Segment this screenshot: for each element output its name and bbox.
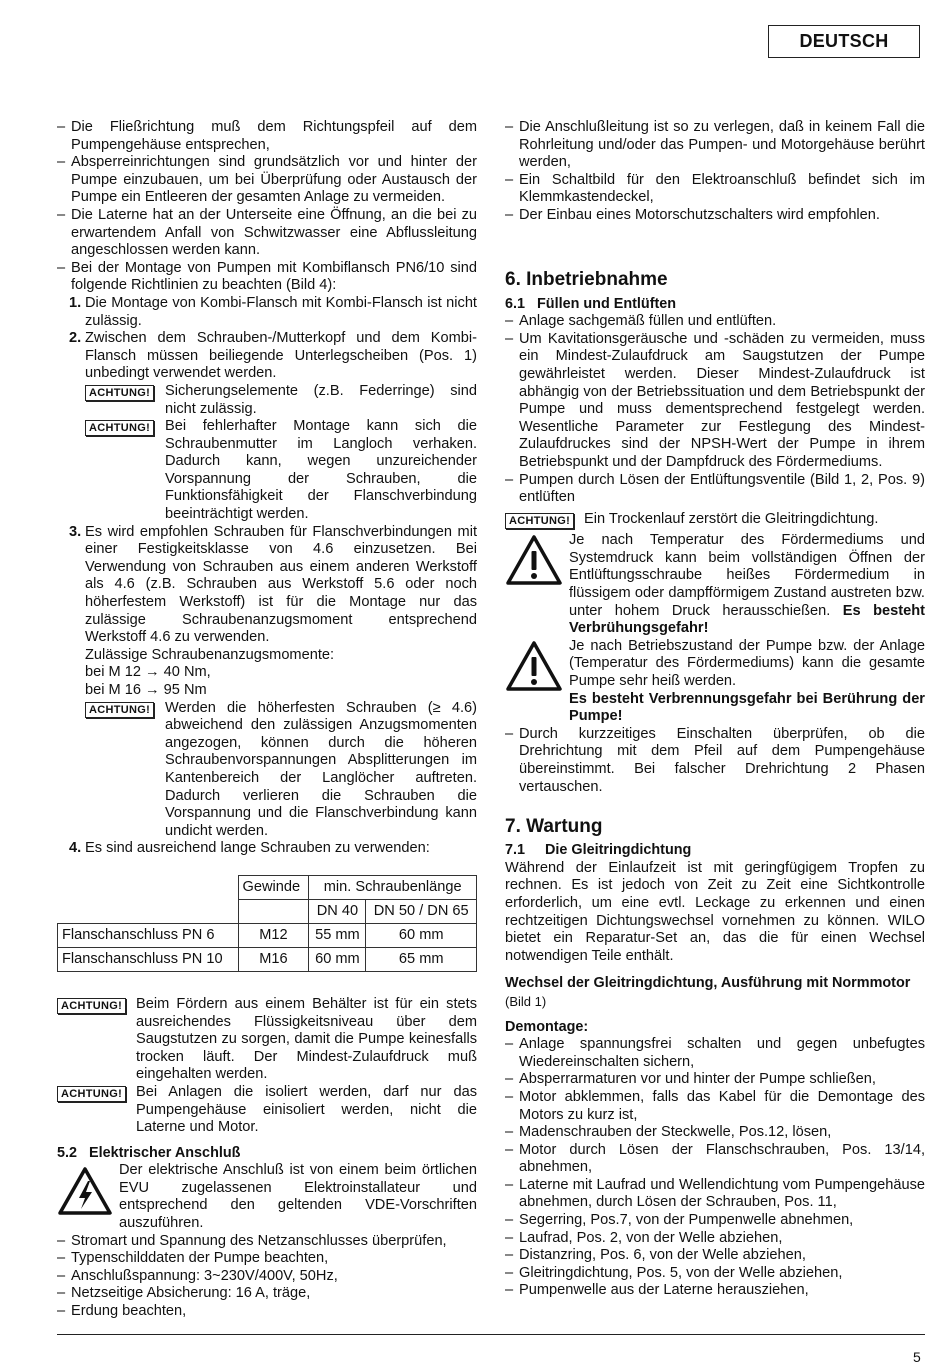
- table-cell: Flanschanschluss PN 6: [58, 923, 239, 947]
- table-cell: 65 mm: [366, 947, 477, 971]
- list-item: – Segerring, Pos.7, von der Pumpenwelle abnehmen,: [505, 1212, 925, 1230]
- list-item: – Absperrarmaturen vor und hinter der Pumpe schließen,: [505, 1071, 925, 1089]
- table-cell: 60 mm: [309, 947, 366, 971]
- list-item: – Ein Schaltbild für den Elektroanschluß befindet sich im Klemmkastendeckel,: [505, 172, 925, 207]
- list-item: – Laufrad, Pos. 2, von der Welle abziehen,: [505, 1230, 925, 1248]
- warning-text: Beim Fördern aus einem Behälter ist für ein stets ausreichendes Flüssigkeitsniveau über dem Saugstutzen zu sorgen, damit die Pumpe keinesfalls trocken läuft. Der Mindest-Zulaufdruck muß eingehalten werden.: [136, 995, 477, 1083]
- change-heading: Wechsel der Gleitringdichtung, Ausführung mit Normmotor: [505, 975, 911, 992]
- list-item: – Pumpen durch Lösen der Entlüftungsventile (Bild 1, 2, Pos. 9) entlüften: [505, 472, 925, 507]
- table-cell: M12: [238, 923, 309, 947]
- page-number: 5: [913, 1349, 921, 1365]
- list-item: – Distanzring, Pos. 6, von der Welle abziehen,: [505, 1247, 925, 1265]
- electrical-text: Der elektrische Anschluß ist von einem beim örtlichen EVU zugelassenen Elektroinstallateur und entsprechend den geltenden VDE-Vorschriften auszuführen.: [119, 1162, 477, 1232]
- achtung-badge: ACHTUNG!: [57, 1086, 126, 1102]
- warning-triangle-icon: [505, 640, 563, 692]
- list-item: – Stromart und Spannung des Netzanschlusses überprüfen,: [57, 1233, 477, 1251]
- section-heading: 6. Inbetriebnahme: [505, 268, 668, 290]
- list-item: – Motor abklemmen, falls das Kabel für die Demontage des Motors zu kurz ist,: [505, 1089, 925, 1124]
- achtung-badge: ACHTUNG!: [505, 513, 574, 529]
- list-item: – Typenschilddaten der Pumpe beachten,: [57, 1250, 477, 1268]
- list-item: – Netzseitige Absicherung: 16 A, träge,: [57, 1285, 477, 1303]
- table-cell: Flanschanschluss PN 10: [58, 947, 239, 971]
- table-header: DN 50 / DN 65: [366, 899, 477, 923]
- section-heading: [57, 1145, 477, 1163]
- torque-m12: bei M 12 → 40 Nm,: [85, 664, 211, 681]
- subsection-heading: [505, 296, 925, 314]
- table-row: [58, 899, 477, 923]
- language-label: DEUTSCH: [768, 25, 920, 58]
- list-item: – Um Kavitationsgeräusche und -schäden zu vermeiden, muss ein Mindest-Zulaufdruck am Saugstutzen der Pumpe gewährleistet werden. Dieser Mindest-Zulaufdruck ist abhängig von der Betriebssituation und dem Betriebspunkt der Pumpe und muss dementsprechend festgelegt werden. Wesentliche Parameter zur Festlegung des Mindest-Zulaufdruckes sind der NPSH-Wert der Pumpe in ihrem Betriebspunkt und der Dampfdruck des Fördermediums.: [505, 331, 925, 472]
- section-title: Elektrischer Anschluß: [89, 1144, 241, 1161]
- list-item: – Die Anschlußleitung ist so zu verlegen, daß in keinem Fall die Rohrleitung und/oder das Pumpen- und Motorgehäuse berührt werden,: [505, 119, 925, 172]
- table-row: [58, 923, 477, 947]
- footer-rule: [57, 1334, 925, 1335]
- electrical-warning: [57, 1162, 477, 1232]
- table-row: [58, 947, 477, 971]
- warning-note: [85, 383, 477, 418]
- section-title: Füllen und Entlüften: [537, 295, 677, 312]
- burn-hazard: [505, 638, 925, 726]
- list-item: – Madenschrauben der Steckwelle, Pos.12, lösen,: [505, 1124, 925, 1142]
- warning-note: [505, 511, 925, 529]
- item-text: Die Montage von Kombi-Flansch mit Kombi-Flansch ist nicht zulässig.: [85, 294, 477, 329]
- hazard-emphasis: Es besteht Verbrennungsgefahr bei Berührung der Pumpe!: [569, 690, 925, 725]
- list-item: – Laterne mit Laufrad und Wellendichtung vom Pumpengehäuse abnehmen, durch Lösen der Schrauben, Pos. 11,: [505, 1177, 925, 1212]
- numbered-item: 2. Zwischen dem Schrauben-/Mutterkopf und dem Kombi-Flansch müssen beiliegende Unterlegscheiben (Pos. 1) unbedingt verwendet werden.: [69, 330, 477, 382]
- demontage-heading: Demontage:: [505, 1018, 589, 1035]
- numbered-item: 4. Es sind ausreichend lange Schrauben zu verwenden:: [69, 840, 430, 857]
- warning-note: [57, 996, 477, 1084]
- section-heading: 7. Wartung: [505, 816, 603, 838]
- achtung-badge: ACHTUNG!: [85, 702, 154, 718]
- hazard-text: [569, 532, 925, 638]
- warning-text: Sicherungselemente (z.B. Federringe) sind nicht zulässig.: [165, 382, 477, 417]
- warning-note: [85, 700, 477, 841]
- list-item: – Motor durch Lösen der Flanschschrauben, Pos. 13/14, abnehmen,: [505, 1142, 925, 1177]
- achtung-badge: ACHTUNG!: [85, 385, 154, 401]
- list-item: – Anschlußspannung: 3~230V/400V, 50Hz,: [57, 1268, 477, 1286]
- table-header: min. Schraubenlänge: [309, 875, 477, 899]
- seal-text: Während der Einlaufzeit ist mit geringfügigem Tropfen zu rechnen. Es ist jedoch von Zeit zu Zeit eine Sichtkontrolle erforderlich, um eine evtl. Leckage zu erkennen und einen rechtzeitigen Dichtungswechsel vornehmen zu können. WILO bietet ein Reparatur-Set an, das die für einen Wechsel notwendigen Teile enthält.: [505, 859, 925, 964]
- achtung-badge: ACHTUNG!: [57, 998, 126, 1014]
- list-item: – Die Laterne hat an der Unterseite eine Öffnung, an die bei zu erwartendem Anfall von Schwitzwasser eine Abflussleitung angeschlossen werden kann.: [57, 207, 477, 260]
- list-item: – Anlage spannungsfrei schalten und gegen unbefugtes Wiedereinschalten sichern,: [505, 1036, 925, 1071]
- numbered-item: 1. Die Montage von Kombi-Flansch mit Kombi-Flansch ist nicht zulässig.: [69, 294, 477, 329]
- table-row: [58, 875, 477, 899]
- hazard-text: Je nach Betriebszustand der Pumpe bzw. der Anlage (Temperatur des Fördermediums) kann die gesamte Pumpe sehr heiß werden.: [569, 637, 925, 690]
- hazard-description: Je nach Temperatur des Fördermediums und Systemdruck kann beim vollständigen Öffnen der Entlüftungsschraube heißes Fördermedium in flüssigem oder dampfförmigem Zustand austreten bzw. unter hohem Druck herausschießen.: [569, 532, 925, 619]
- figure-reference: (Bild 1): [505, 993, 547, 1009]
- list-item: – Der Einbau eines Motorschutzschalters wird empfohlen.: [505, 207, 925, 225]
- section-title: Die Gleitringdichtung: [545, 842, 692, 859]
- section-number: 6.1: [505, 295, 526, 312]
- electric-hazard-icon: [57, 1166, 113, 1216]
- list-item: – Gleitringdichtung, Pos. 5, von der Welle abziehen,: [505, 1265, 925, 1283]
- table-header: Gewinde: [238, 875, 309, 899]
- subsection-heading: [505, 842, 925, 860]
- torque-m16: bei M 16 → 95 Nm: [85, 682, 207, 698]
- warning-text: Ein Trockenlauf zerstört die Gleitringdichtung.: [584, 510, 879, 527]
- warning-text: Bei fehlerhafter Montage kann sich die Schraubenmutter im Langloch verhaken. Dadurch kann, wegen unzureichender Vorspannung der Schrauben, die Funktionsfähigkeit der Flanschverbindung beeinträchtigt werden.: [165, 418, 477, 523]
- table-cell: 60 mm: [366, 923, 477, 947]
- table-cell: 55 mm: [309, 923, 366, 947]
- table-header: DN 40: [309, 899, 366, 923]
- achtung-badge: ACHTUNG!: [85, 420, 154, 436]
- item-text: Es wird empfohlen Schrauben für Flanschverbindungen mit einer Festigkeitsklasse von 4.6 einzusetzen. Bei Verwendung von Schrauben aus einem anderen Werkstoff als 4.6 (z.B. Schrauben aus Werkstoff 5.6 oder noch höherfestem Werkstoff) ist für die Montage nur das zulässige Schraubenanzugsmoment entsprechend Werkstoff 4.6 zu verwenden.: [85, 523, 477, 646]
- list-item: – Erdung beachten,: [57, 1303, 477, 1321]
- list-item: – Pumpenwelle aus der Laterne herausziehen,: [505, 1282, 925, 1300]
- list-item: – Die Fließrichtung muß dem Richtungspfeil auf dem Pumpengehäuse entsprechen,: [57, 119, 477, 154]
- list-item: – Bei der Montage von Pumpen mit Kombiflansch PN6/10 sind folgende Richtlinien zu beachten (Bild 4):: [57, 260, 477, 295]
- screw-length-table: [57, 875, 477, 972]
- list-item: – Absperreinrichtungen sind grundsätzlich vor und hinter der Pumpe einzubauen, um bei Überprüfung oder Austausch der Pumpe ein Entleeren der gesamten Anlage zu vermeiden.: [57, 154, 477, 207]
- item-text: Zwischen dem Schrauben-/Mutterkopf und dem Kombi-Flansch müssen beiliegende Unterlegscheiben (Pos. 1) unbedingt verwendet werden.: [85, 330, 477, 382]
- list-item: – Anlage sachgemäß füllen und entlüften.: [505, 313, 925, 331]
- torque-title: Zulässige Schraubenanzugsmomente:: [85, 646, 335, 663]
- table-cell: M16: [238, 947, 309, 971]
- numbered-item: 3. Es wird empfohlen Schrauben für Flanschverbindungen mit einer Festigkeitsklasse von 4.6 einzusetzen. Bei Verwendung von Schrauben aus einem anderen Werkstoff als 4.6 (z.B. Schrauben aus Werkstoff 5.6 oder noch höherfestem Werkstoff) ist für die Montage nur das zulässige Schraubenanzugsmoment entsprechend Werkstoff 4.6 zu verwenden.: [69, 523, 477, 646]
- warning-text: Werden die höherfesten Schrauben (≥ 4.6) abweichend den zulässigen Anzugsmomenten angezogen, können durch die höheren Schraubenvorspannungen Absplitterungen im Kantenbereich der Langlöcher auftreten. Dadurch verlieren die Schrauben die Vorspannung und die Flanschverbindung kann undicht werden.: [165, 699, 477, 839]
- warning-text: Bei Anlagen die isoliert werden, darf nur das Pumpengehäuse einisoliert werden, nicht die Laterne und Motor.: [136, 1083, 477, 1136]
- hazard-emphasis: Es besteht Verbrühungsgefahr!: [569, 602, 925, 637]
- warning-note: [85, 418, 477, 524]
- item-text: Es sind ausreichend lange Schrauben zu verwenden:: [85, 840, 430, 857]
- section-number: 7.1: [505, 842, 526, 859]
- scald-hazard: [505, 532, 925, 638]
- right-column: [505, 119, 925, 1300]
- warning-triangle-icon: [505, 534, 563, 586]
- left-column: [57, 119, 477, 1321]
- section-number: 5.2: [57, 1144, 78, 1161]
- warning-note: [57, 1084, 477, 1137]
- list-item: – Durch kurzzeitiges Einschalten überprüfen, ob die Drehrichtung mit dem Pfeil auf dem Pumpengehäuse übereinstimmt. Bei falscher Drehrichtung 2 Phasen vertauschen.: [505, 726, 925, 796]
